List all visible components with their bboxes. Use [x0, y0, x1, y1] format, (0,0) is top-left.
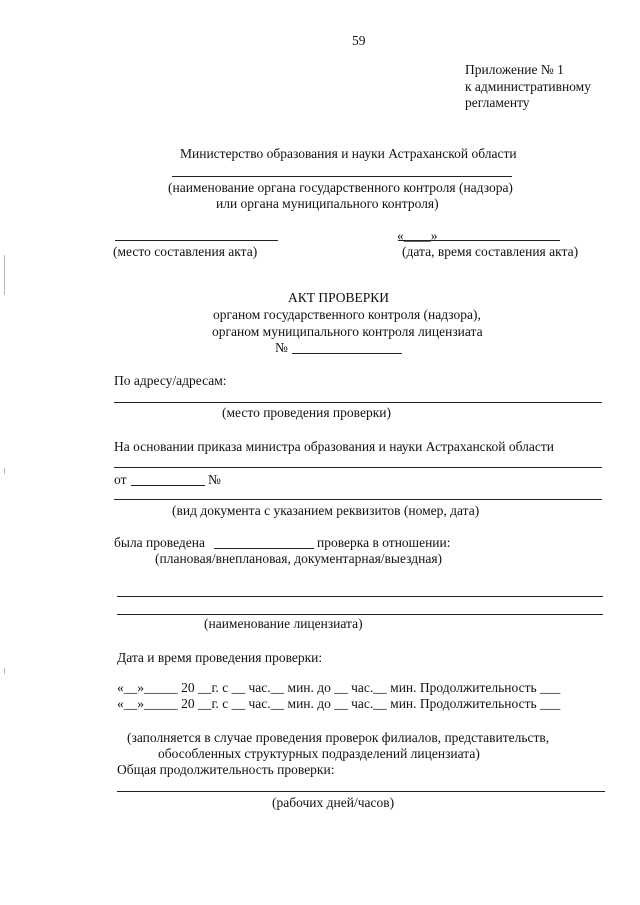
datetime-label: Дата и время проведения проверки:	[117, 650, 323, 665]
act-subtitle: органом государственного контроля (надзора),	[213, 307, 481, 322]
scan-edge-mark	[4, 668, 5, 674]
basis-hint: (вид документа с указанием реквизитов (номер, дата)	[172, 503, 480, 518]
licensee-hint: (наименование лицензиата)	[204, 616, 363, 631]
basis-field[interactable]	[114, 467, 602, 468]
date-hint: (дата, время составления акта)	[402, 244, 579, 259]
inspection-hint: (плановая/внеплановая, документарная/выездная)	[155, 551, 443, 566]
inspection-type-field[interactable]	[214, 548, 314, 549]
page-number: 59	[352, 33, 366, 48]
authority-name: Министерство образования и науки Астраханской области	[180, 146, 517, 161]
datetime-row[interactable]: «__»_____ 20 __г. с __ час.__ мин. до __ час.__ мин. Продолжительность ___	[117, 696, 561, 711]
scan-edge-mark	[4, 468, 5, 474]
act-subtitle: органом муниципального контроля лицензиата	[212, 324, 483, 339]
appendix-line: регламенту	[465, 95, 530, 110]
scan-edge-mark	[4, 255, 5, 295]
basis-text: На основании приказа министра образования и науки Астраханской области	[114, 439, 555, 454]
total-field[interactable]	[117, 791, 605, 792]
place-hint: (место составления акта)	[113, 244, 258, 259]
appendix-line: к административному	[465, 79, 591, 94]
inspection-was-carried: была проведена	[114, 535, 205, 550]
address-hint: (место проведения проверки)	[222, 405, 391, 420]
act-title: АКТ ПРОВЕРКИ	[288, 290, 390, 305]
licensee-field[interactable]	[117, 596, 603, 597]
authority-underline	[172, 176, 512, 177]
total-label: Общая продолжительность проверки:	[117, 762, 335, 777]
basis-from-label: от	[114, 472, 127, 487]
basis-number-sign: №	[208, 472, 221, 487]
licensee-field-2[interactable]	[117, 614, 603, 615]
appendix-title: Приложение № 1	[465, 62, 564, 77]
act-number-field[interactable]	[292, 353, 402, 354]
datetime-row[interactable]: «__»_____ 20 __г. с __ час.__ мин. до __ час.__ мин. Продолжительность ___	[117, 680, 561, 695]
inspection-in-relation: проверка в отношении:	[317, 535, 451, 550]
address-label: По адресу/адресам:	[114, 373, 227, 388]
place-field[interactable]	[115, 240, 278, 241]
basis-date-field[interactable]	[131, 485, 205, 486]
act-number-sign: №	[275, 340, 288, 355]
datetime-note: (заполняется в случае проведения проверок филиалов, представительств,	[127, 730, 550, 745]
total-hint: (рабочих дней/часов)	[272, 795, 395, 810]
date-quote: «____»	[397, 228, 438, 243]
address-field[interactable]	[114, 402, 602, 403]
authority-hint: или органа муниципального контроля)	[216, 196, 439, 211]
datetime-note: обособленных структурных подразделений лицензиата)	[158, 746, 480, 761]
date-field[interactable]	[398, 240, 560, 241]
basis-number-field[interactable]	[114, 499, 602, 500]
authority-hint: (наименование органа государственного контроля (надзора)	[168, 180, 513, 195]
